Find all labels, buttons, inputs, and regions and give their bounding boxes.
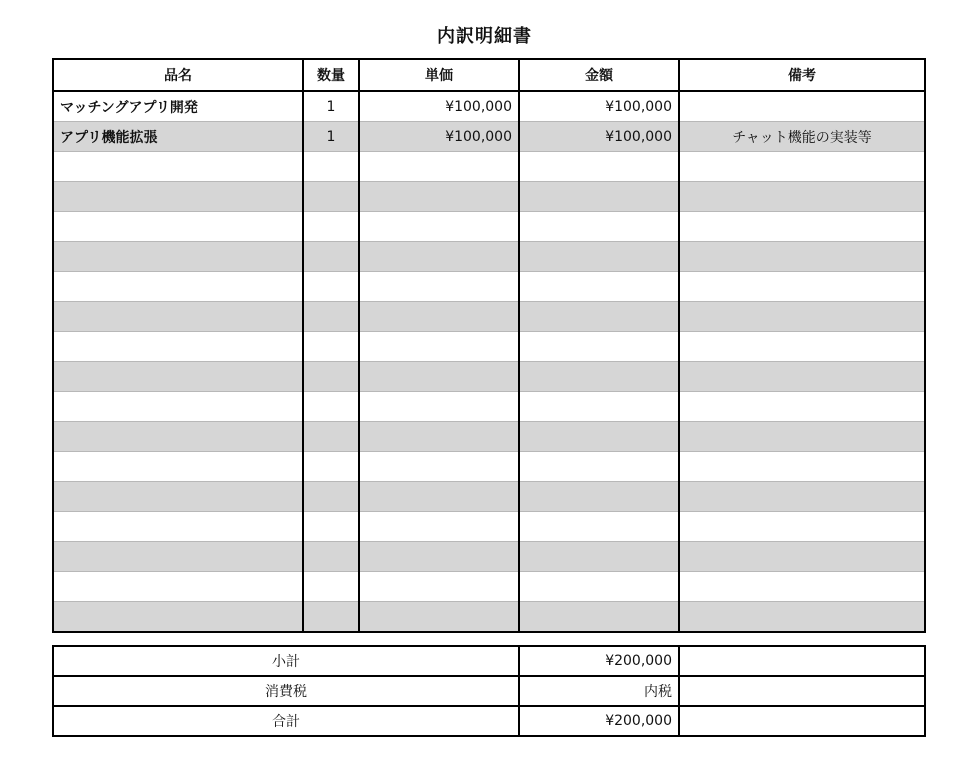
tax-row [53, 676, 925, 706]
item-note-cell[interactable] [679, 392, 925, 422]
table-row [53, 602, 925, 633]
item-note-cell[interactable] [679, 422, 925, 452]
item-unit-price-cell[interactable] [359, 482, 519, 512]
table-row [53, 392, 925, 422]
header-row [53, 59, 925, 91]
item-unit-price-cell[interactable] [359, 452, 519, 482]
item-unit-price-cell[interactable] [359, 302, 519, 332]
item-amount-cell[interactable] [519, 182, 679, 212]
header-amount: 金額 [519, 59, 679, 91]
item-amount-cell[interactable] [519, 542, 679, 572]
item-amount-cell[interactable] [519, 512, 679, 542]
item-quantity-cell[interactable] [303, 332, 359, 362]
item-unit-price-cell[interactable] [359, 272, 519, 302]
item-name-cell[interactable] [53, 362, 303, 392]
item-quantity-cell[interactable] [303, 392, 359, 422]
item-note-cell[interactable] [679, 482, 925, 512]
item-name-cell[interactable] [53, 152, 303, 182]
item-note-cell[interactable] [679, 242, 925, 272]
item-note-cell[interactable] [679, 91, 925, 122]
item-amount-cell[interactable] [519, 482, 679, 512]
item-amount-cell[interactable] [519, 362, 679, 392]
item-name-cell[interactable] [53, 482, 303, 512]
item-unit-price-cell[interactable] [359, 332, 519, 362]
header-name: 品名 [53, 59, 303, 91]
table-row [53, 272, 925, 302]
total-row [53, 706, 925, 736]
table-row [53, 212, 925, 242]
subtotal-value[interactable]: ¥200,000 [519, 646, 679, 676]
item-unit-price-cell[interactable]: ¥100,000 [359, 91, 519, 122]
total-value[interactable]: ¥200,000 [519, 706, 679, 736]
tax-label: 消費税 [53, 676, 519, 706]
item-name-cell[interactable] [53, 182, 303, 212]
table-row [53, 122, 925, 152]
item-unit-price-cell[interactable] [359, 242, 519, 272]
item-note-cell[interactable] [679, 182, 925, 212]
item-name-cell[interactable]: マッチングアプリ開発 [53, 91, 303, 122]
header-quantity: 数量 [303, 59, 359, 91]
item-amount-cell[interactable] [519, 332, 679, 362]
item-name-cell[interactable] [53, 452, 303, 482]
item-name-cell[interactable] [53, 242, 303, 272]
header-note: 備考 [679, 59, 925, 91]
item-quantity-cell[interactable]: 1 [303, 91, 359, 122]
item-unit-price-cell[interactable] [359, 212, 519, 242]
total-label: 合計 [53, 706, 519, 736]
item-name-cell[interactable] [53, 542, 303, 572]
table-row [53, 572, 925, 602]
table-row [53, 422, 925, 452]
item-quantity-cell[interactable] [303, 242, 359, 272]
subtotal-note[interactable] [679, 646, 925, 676]
item-quantity-cell[interactable] [303, 512, 359, 542]
table-row [53, 302, 925, 332]
item-name-cell[interactable]: アプリ機能拡張 [53, 122, 303, 152]
item-name-cell[interactable] [53, 512, 303, 542]
table-row [53, 332, 925, 362]
item-amount-cell[interactable]: ¥100,000 [519, 122, 679, 152]
item-note-cell[interactable] [679, 212, 925, 242]
item-unit-price-cell[interactable] [359, 422, 519, 452]
item-quantity-cell[interactable] [303, 542, 359, 572]
item-amount-cell[interactable] [519, 242, 679, 272]
item-name-cell[interactable] [53, 332, 303, 362]
item-unit-price-cell[interactable] [359, 572, 519, 602]
item-unit-price-cell[interactable] [359, 602, 519, 633]
item-note-cell[interactable] [679, 542, 925, 572]
header-unit-price: 単価 [359, 59, 519, 91]
item-unit-price-cell[interactable] [359, 362, 519, 392]
item-amount-cell[interactable] [519, 452, 679, 482]
table-row [53, 512, 925, 542]
item-quantity-cell[interactable]: 1 [303, 122, 359, 152]
item-name-cell[interactable] [53, 302, 303, 332]
table-row [53, 542, 925, 572]
item-quantity-cell[interactable] [303, 422, 359, 452]
item-name-cell[interactable] [53, 422, 303, 452]
item-amount-cell[interactable] [519, 392, 679, 422]
item-amount-cell[interactable] [519, 572, 679, 602]
item-unit-price-cell[interactable] [359, 152, 519, 182]
item-name-cell[interactable] [53, 602, 303, 633]
item-note-cell[interactable] [679, 362, 925, 392]
tax-note[interactable] [679, 676, 925, 706]
page-title: 内訳明細書 [437, 26, 532, 47]
item-amount-cell[interactable] [519, 272, 679, 302]
table-row [53, 242, 925, 272]
item-unit-price-cell[interactable] [359, 182, 519, 212]
item-note-cell[interactable] [679, 332, 925, 362]
item-quantity-cell[interactable] [303, 572, 359, 602]
item-note-cell[interactable] [679, 272, 925, 302]
item-unit-price-cell[interactable] [359, 542, 519, 572]
item-amount-cell[interactable] [519, 422, 679, 452]
item-amount-cell[interactable] [519, 152, 679, 182]
item-quantity-cell[interactable] [303, 452, 359, 482]
item-note-cell[interactable] [679, 602, 925, 633]
item-name-cell[interactable] [53, 572, 303, 602]
item-note-cell[interactable] [679, 302, 925, 332]
item-note-cell[interactable] [679, 452, 925, 482]
item-quantity-cell[interactable] [303, 212, 359, 242]
item-note-cell[interactable]: チャット機能の実装等 [679, 122, 925, 152]
total-note[interactable] [679, 706, 925, 736]
item-unit-price-cell[interactable] [359, 512, 519, 542]
item-unit-price-cell[interactable] [359, 392, 519, 422]
item-name-cell[interactable] [53, 272, 303, 302]
item-amount-cell[interactable] [519, 212, 679, 242]
item-note-cell[interactable] [679, 152, 925, 182]
table-row [53, 152, 925, 182]
table-row [53, 362, 925, 392]
item-note-cell[interactable] [679, 572, 925, 602]
item-quantity-cell[interactable] [303, 602, 359, 633]
item-amount-cell[interactable] [519, 602, 679, 633]
item-name-cell[interactable] [53, 212, 303, 242]
item-unit-price-cell[interactable]: ¥100,000 [359, 122, 519, 152]
subtotal-label: 小計 [53, 646, 519, 676]
item-amount-cell[interactable]: ¥100,000 [519, 91, 679, 122]
totals-table [52, 645, 926, 737]
item-quantity-cell[interactable] [303, 362, 359, 392]
item-quantity-cell[interactable] [303, 152, 359, 182]
item-quantity-cell[interactable] [303, 302, 359, 332]
tax-value[interactable]: 内税 [519, 676, 679, 706]
item-quantity-cell[interactable] [303, 182, 359, 212]
subtotal-row [53, 646, 925, 676]
line-items-table [52, 58, 926, 633]
item-quantity-cell[interactable] [303, 272, 359, 302]
item-name-cell[interactable] [53, 392, 303, 422]
item-amount-cell[interactable] [519, 302, 679, 332]
table-row [53, 452, 925, 482]
item-note-cell[interactable] [679, 512, 925, 542]
item-quantity-cell[interactable] [303, 482, 359, 512]
table-row [53, 182, 925, 212]
table-row [53, 482, 925, 512]
table-row [53, 91, 925, 122]
